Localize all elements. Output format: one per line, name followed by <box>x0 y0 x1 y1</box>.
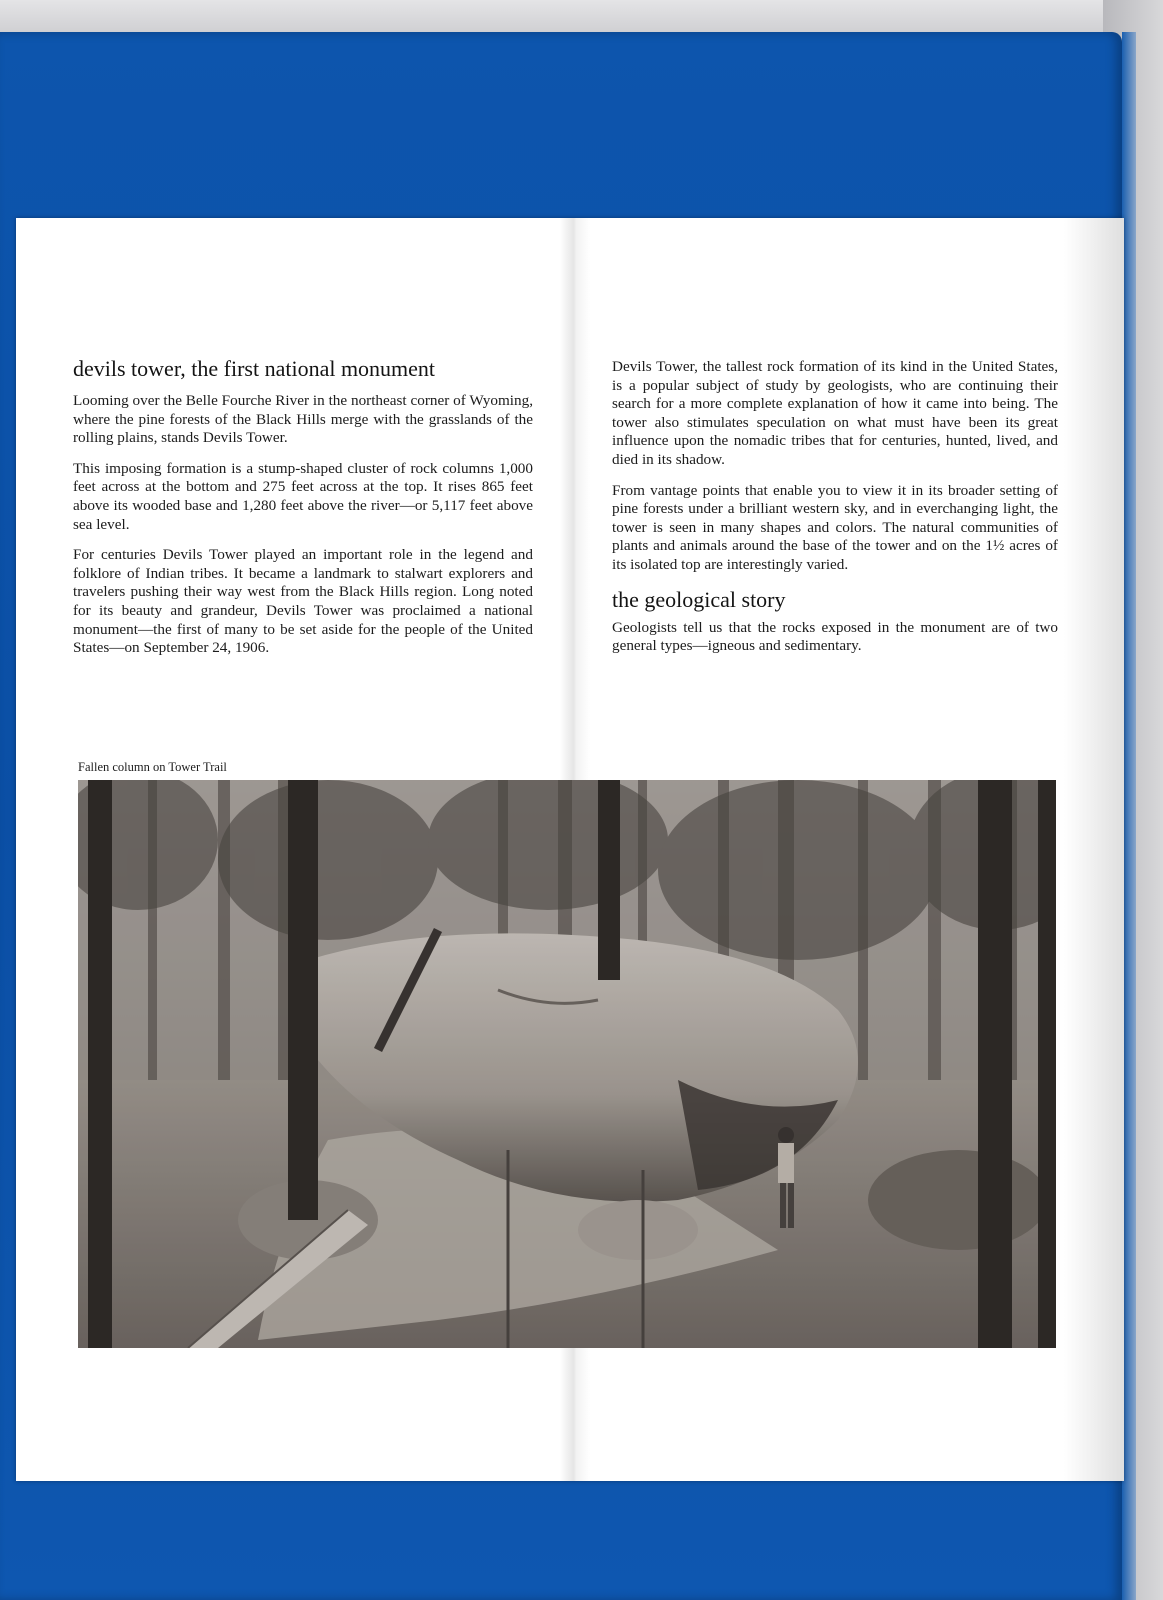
left-page-column <box>73 356 533 670</box>
right-paragraph-2: From vantage points that enable you to view it in its broader setting of pine forests under a brilliant western sky, and in everchanging light, the tower is seen in many shapes and colors. The natural communities of plants and animals around the base of the tower and on the 1½ acres of its isolated top are interestingly varied. <box>612 481 1058 573</box>
folder-bottom-band <box>0 1482 1122 1600</box>
right-page-column <box>612 358 1058 668</box>
right-page-subheading: the geological story <box>612 586 786 612</box>
brochure-spread <box>16 218 1124 1481</box>
photo-caption: Fallen column on Tower Trail <box>78 760 227 774</box>
right-paragraph-3: Geologists tell us that the rocks exposed in the monument are of two general types—igneous and sedimentary. <box>612 618 1058 655</box>
fallen-column-photo <box>78 780 1056 1348</box>
left-paragraph-2: This imposing formation is a stump-shaped cluster of rock columns 1,000 feet across at the bottom and 275 feet across at the top. It rises 865 feet above its wooded base and 1,280 feet above the river—or 5,117 feet above sea level. <box>73 459 533 533</box>
right-paragraph-1: Devils Tower, the tallest rock formation of its kind in the United States, is a popular subject of study by geologists, who are continuing their search for a more complete explanation of how it came into being. The tower also stimulates speculation on what must have been its great influence upon the nomadic tribes that for centuries, hunted, lived, and died in its shadow. <box>612 358 1058 468</box>
left-paragraph-1: Looming over the Belle Fourche River in the northeast corner of Wyoming, where the pine forests of the Black Hills merge with the grasslands of the rolling plains, stands Devils Tower. <box>73 392 533 447</box>
page-edge-shadow <box>1064 218 1124 1481</box>
photo-illustration <box>78 780 1056 1348</box>
scan-background-top <box>0 0 1163 34</box>
folder-edge <box>1122 32 1136 1600</box>
left-page-heading: devils tower, the first national monument <box>73 356 436 381</box>
left-paragraph-3: For centuries Devils Tower played an important role in the legend and folklore of Indian tribes. It became a landmark to stalwart explorers and travelers pushing their way west from the Black Hills region. Long noted for its beauty and grandeur, Devils Tower was proclaimed a national monument—the first of many to be set aside for the people of the United States—on September 24, 1906. <box>73 546 533 657</box>
